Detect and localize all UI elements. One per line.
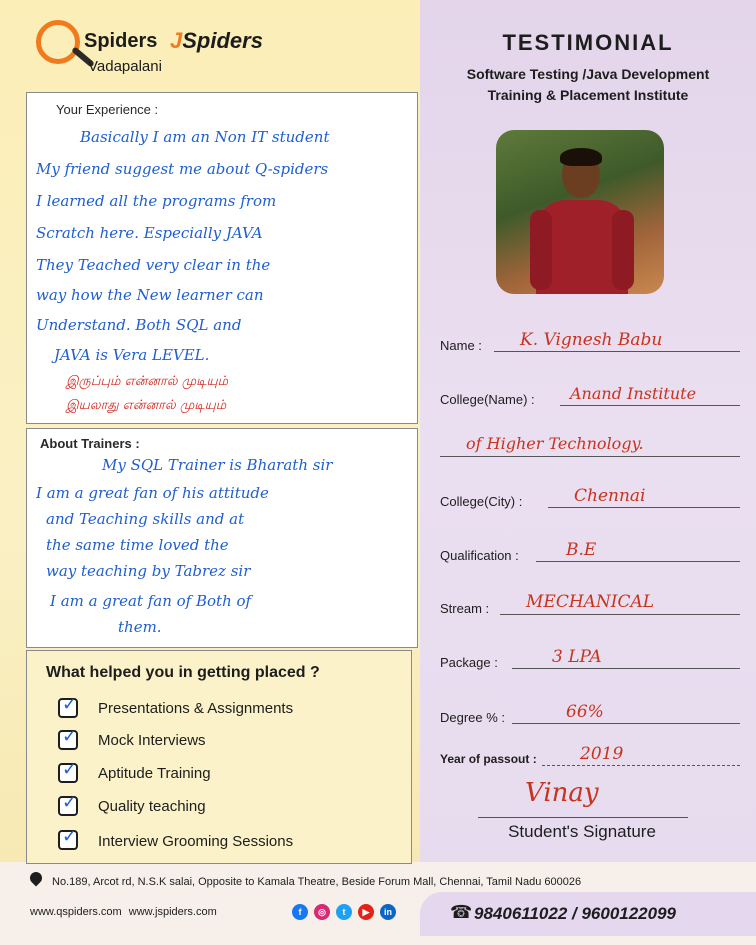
college-city-label: College(City) : [440, 494, 523, 509]
checkbox-label: Mock Interviews [98, 732, 206, 749]
qualification-label: Qualification : [440, 548, 519, 563]
college-line [560, 405, 740, 406]
year-label: Year of passout : [440, 752, 537, 766]
instagram-icon[interactable]: ◎ [314, 904, 330, 920]
college-name-label: College(Name) : [440, 392, 535, 407]
experience-text [36, 128, 414, 418]
address: No.189, Arcot rd, N.S.K salai, Opposite to Kamala Theatre, Beside Forum Mall, Chennai, Tamil Nadu 600026 [52, 876, 582, 888]
package-label: Package : [440, 655, 498, 670]
photo-figure [560, 148, 602, 166]
experience-line: I learned all the programs from [36, 192, 277, 210]
signature-mark: Vinay [525, 778, 599, 808]
stream-label: Stream : [440, 601, 490, 616]
qualification-value: B.E [566, 540, 597, 560]
checkbox-label: Interview Grooming Sessions [98, 833, 294, 850]
experience-line: Scratch here. Especially JAVA [36, 224, 263, 242]
qual-line [536, 561, 740, 562]
checkbox-label: Quality teaching [98, 798, 206, 815]
twitter-icon[interactable]: t [336, 904, 352, 920]
name-value: K. Vignesh Babu [520, 330, 663, 350]
linkedin-icon[interactable]: in [380, 904, 396, 920]
degree-value: 66% [566, 702, 604, 722]
photo-figure [612, 210, 634, 290]
experience-line: My friend suggest me about Q-spiders [36, 160, 329, 178]
stream-line [500, 614, 740, 615]
trainer-line: them. [118, 618, 162, 636]
checkbox-presentations[interactable]: ✓ [58, 698, 78, 718]
name-line [494, 351, 740, 352]
page-title: TESTIMONIAL [502, 30, 674, 55]
trainer-line: I am a great fan of Both of [50, 592, 252, 610]
student-photo [496, 130, 664, 294]
q-logo-icon [36, 20, 80, 64]
college-name-value-2: of Higher Technology. [466, 434, 644, 453]
page-subtitle: Software Testing /Java Development Training & Placement Institute [466, 66, 710, 103]
college-name-value-1: Anand Institute [570, 384, 697, 403]
checkbox-quality[interactable]: ✓ [58, 796, 78, 816]
trainers-label: About Trainers : [40, 436, 140, 451]
degree-label: Degree % : [440, 710, 506, 725]
photo-figure [530, 210, 552, 290]
tamil-line: இயலாது என்னால் முடியும் [66, 398, 227, 413]
city-line [548, 507, 740, 508]
experience-line: Understand. Both SQL and [36, 316, 242, 334]
package-line [512, 668, 740, 669]
branch-name: Vadapalani [88, 58, 162, 75]
helped-title: What helped you in getting placed ? [46, 664, 320, 681]
experience-line: way how the New learner can [36, 286, 264, 304]
trainers-text [36, 456, 414, 644]
stream-value: MECHANICAL [526, 592, 655, 612]
signature-label: Student's Signature [508, 822, 656, 841]
college-city-value: Chennai [574, 486, 646, 506]
trainer-line: way teaching by Tabrez sir [46, 562, 251, 580]
experience-line: They Teached very clear in the [36, 256, 271, 274]
phone-icon: ☎ [450, 902, 473, 923]
year-line [542, 765, 740, 766]
experience-line: Basically I am an Non IT student [80, 128, 330, 146]
trainer-line: My SQL Trainer is Bharath sir [102, 456, 333, 474]
brand-jspiders: JSpiders [170, 28, 263, 53]
degree-line [512, 723, 740, 724]
trainer-line: the same time loved the [46, 536, 229, 554]
experience-line: JAVA is Vera LEVEL. [54, 346, 210, 364]
website-links[interactable]: www.qspiders.com www.jspiders.com [30, 906, 217, 918]
helped-box [26, 650, 412, 864]
checkbox-mock-interviews[interactable]: ✓ [58, 730, 78, 750]
checkbox-label: Presentations & Assignments [98, 700, 294, 717]
year-value: 2019 [580, 744, 624, 764]
package-value: 3 LPA [552, 647, 602, 667]
tamil-line: இருப்பும் என்னால் முடியும் [66, 374, 229, 389]
facebook-icon[interactable]: f [292, 904, 308, 920]
experience-label: Your Experience : [52, 102, 162, 117]
trainer-line: I am a great fan of his attitude [36, 484, 269, 502]
checkbox-grooming[interactable]: ✓ [58, 830, 78, 850]
phone-numbers[interactable]: 9840611022 / 9600122099 [474, 904, 676, 923]
name-label: Name : [440, 338, 482, 353]
signature-line [478, 817, 688, 818]
college-line-2 [440, 456, 740, 457]
youtube-icon[interactable]: ▶ [358, 904, 374, 920]
trainer-line: and Teaching skills and at [46, 510, 245, 528]
checkbox-label: Aptitude Training [98, 765, 211, 782]
brand-qspiders: Spiders [84, 30, 158, 52]
brand-logo [30, 18, 290, 78]
checkbox-aptitude[interactable]: ✓ [58, 763, 78, 783]
